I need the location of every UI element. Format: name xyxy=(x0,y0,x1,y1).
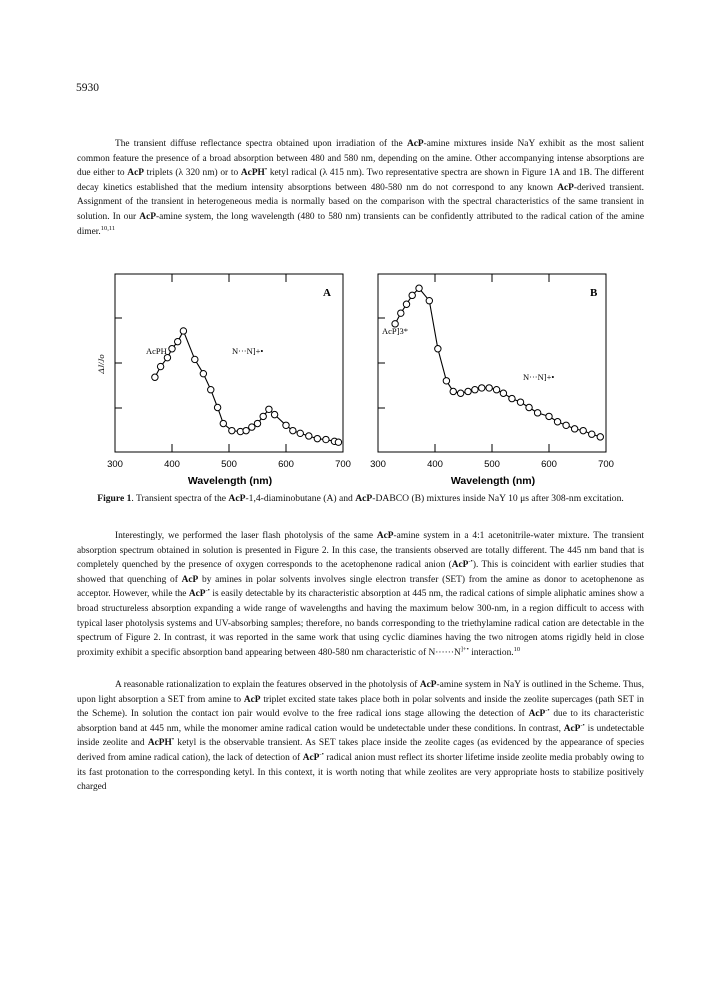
text-run: -1,4-diaminobutane (A) and xyxy=(245,493,356,504)
panel-b-data-point xyxy=(580,427,586,433)
panel-b-data-point xyxy=(403,301,409,307)
superscript: 10 xyxy=(513,645,521,653)
panel-a-data-point xyxy=(208,387,214,393)
panel-b-x-tick-label: 500 xyxy=(484,459,500,470)
panel-a-data-point xyxy=(175,338,181,344)
panel-a-data-point xyxy=(200,370,206,376)
bold-term: AcP xyxy=(302,752,320,763)
bold-term: AcP xyxy=(376,531,394,541)
panel-b-ticks xyxy=(378,274,606,452)
panel-b-x-axis-title: Wavelength (nm) xyxy=(450,475,536,487)
bold-term: Figure 1 xyxy=(97,493,132,504)
text-run: -DABCO (B) mixtures inside NaY 10 μs after 308-nm excitation. xyxy=(372,493,624,504)
panel-a-data-point xyxy=(157,363,163,369)
text-run: triplet excited state takes place both in polar solvents and inside the zeolite supercages (path SET in the Scheme). In solution the contact ion pair would evolve to the free radical ions stage allowing the detection of xyxy=(77,694,644,720)
figure-1-caption xyxy=(77,493,644,505)
panel-a-data-point xyxy=(243,427,249,433)
text-run: triplets (λ 320 nm) or to xyxy=(143,168,241,179)
text-run: radical anion must reflect its shorter lifetime inside zeolite media probably owing to its fast protonation to the corresponding ketyl. In this context, it is worth noting that while zeolites are very appropriate hosts to stabilize positively charged xyxy=(77,752,644,793)
panel-a-data-point xyxy=(254,420,260,426)
panel-b-x-tick-label: 400 xyxy=(427,459,443,470)
text-run: is undetectable inside zeolite and xyxy=(77,723,644,749)
panel-b-data-point xyxy=(554,419,560,425)
text-run: ketyl radical (λ 415 nm). Two representative spectra are shown in Figure 1A and 1B. The different decay kinetics established that the medium intensity absorptions between 480-580 nm do not correspond to any known xyxy=(77,168,644,193)
bold-term: AcP xyxy=(228,493,246,504)
text-run: A reasonable rationalization to explain the features observed in the photolysis of xyxy=(115,680,420,690)
panel-b-data-point xyxy=(457,390,463,396)
panel-b-data-point xyxy=(426,298,432,304)
panel-b-x-tick-label: 600 xyxy=(541,459,557,470)
text-run: is easily detectable by its characteristic absorption at 445 nm, the radical cations of simple aliphatic amines show a broad structureless absorption expanding a wide range of wavelengths and having the maximum below 300-nm, in a region difficult to access with typical laser photolysis systems and UV-absorbing samples; therefore, no bands corresponding to the triethylamine radical cation are detectable in the spectrum of Figure 2. In contrast, it was reported in the same work that using cyclic diamines having the two nitrogen atoms rigidly held in close proximity exhibit a specific absorption band appearing between 480-580 nm characteristic of N······N xyxy=(77,589,644,658)
panel-b-series-line xyxy=(395,288,600,437)
text-run: -amine system in a 4:1 acetonitrile-water mixture. The transient absorption spectrum obtained in solution is presented in Figure 2. In this case, the transients observed are totally different. The 445 nm band that is completely quenched by the presence of oxygen corresponds to the acetophenone radical anion ( xyxy=(77,531,644,571)
panel-a-data-point xyxy=(335,439,341,445)
panel-b-annotation-amine-dimer: N···N]+• xyxy=(523,372,555,382)
panel-b-data-point xyxy=(479,385,485,391)
bold-term: AcP xyxy=(181,574,199,585)
panel-a-y-axis-label: ΔJ/Jo xyxy=(96,354,106,374)
bold-term: AcP xyxy=(243,694,261,705)
superscript: -• xyxy=(319,750,324,758)
panel-a-data-point xyxy=(192,356,198,362)
panel-b-x-tick-label: 700 xyxy=(598,459,614,470)
superscript: 10,11 xyxy=(100,224,116,232)
panel-a-letter: A xyxy=(323,287,331,299)
text-run: The transient diffuse reflectance spectra obtained upon irradiation of the xyxy=(115,139,407,149)
panel-b-data-point xyxy=(416,285,422,291)
panel-b-data-point xyxy=(526,404,532,410)
panel-a-x-tick-label: 400 xyxy=(164,459,180,470)
bold-term: AcP xyxy=(188,589,206,600)
bold-term: AcP xyxy=(528,709,546,720)
paragraph-2 xyxy=(77,529,644,660)
panel-a-data-point xyxy=(152,374,158,380)
panel-b-data-point xyxy=(500,390,506,396)
text-run: interaction. xyxy=(468,647,514,658)
superscript: -• xyxy=(580,721,585,729)
panel-a-data-point xyxy=(260,413,266,419)
panel-b-data-point xyxy=(563,422,569,428)
panel-b-data-point xyxy=(465,388,471,394)
paragraph-1 xyxy=(77,137,644,239)
panel-a-data-point xyxy=(229,427,235,433)
text-run: -amine system, the long wavelength (480 to 580 nm) transients can be confidently attributed to the radical cation of the amine dimer. xyxy=(77,211,644,237)
bold-term: AcP xyxy=(451,560,469,571)
panel-a-data-point xyxy=(266,406,272,412)
text-run: due to its characteristic absorption band at 445 nm, while the monomer amine radical cation would be undetectable under these conditions. In contrast, xyxy=(77,709,644,734)
text-run: -derived transient. Assignment of the transient in heterogeneous media is normally based on the comparison with the spectral characteristics of the same transient in solution. In our xyxy=(77,182,644,222)
text-run: ketyl is the observable transient. As SET takes place inside the zeolite cages (as evidenced by the appearance of species derived from amine radical cation), the lack of detection of xyxy=(77,738,644,763)
panel-a-x-tick-label: 700 xyxy=(335,459,351,470)
page-number: 5930 xyxy=(76,82,99,94)
figure-1-chart xyxy=(80,268,640,496)
bold-term: AcPH xyxy=(240,168,265,179)
panel-a-x-axis-title: Wavelength (nm) xyxy=(187,475,273,487)
text-run: by amines in polar solvents involves single electron transfer (SET) from the amine as donor to acetophenone as acceptor. However, while the xyxy=(77,574,644,600)
superscript: -• xyxy=(205,587,210,595)
panel-a-data-point xyxy=(283,422,289,428)
panel-a-data-point xyxy=(314,435,320,441)
panel-b-data-point xyxy=(486,385,492,391)
panel-b-data-point xyxy=(472,387,478,393)
panel-a-x-tick-label: 500 xyxy=(221,459,237,470)
panel-b-x-tick-label: 300 xyxy=(370,459,386,470)
superscript: -• xyxy=(545,707,550,715)
bold-term: AcP xyxy=(139,211,156,222)
panel-a-data-point xyxy=(323,436,329,442)
panel-b-data-point xyxy=(597,434,603,440)
panel-b-plot xyxy=(392,285,604,440)
panel-b-data-point xyxy=(435,346,441,352)
panel-a-ticks xyxy=(115,274,343,452)
panel-b-data-point xyxy=(534,410,540,416)
panel-a-frame xyxy=(115,274,343,452)
text-run: ). This is coincident with earlier studies that showed that quenching of xyxy=(77,560,645,585)
panel-a-data-point xyxy=(220,420,226,426)
bold-term: AcP xyxy=(563,723,581,734)
panel-a-data-point xyxy=(249,424,255,430)
panel-b-data-point xyxy=(589,431,595,437)
text-run: -amine mixtures inside NaY exhibit as the most salient common feature the presence of a broad absorption between 480 and 580 nm, depending on the amine. Other accompanying intense absorptions are due either to xyxy=(77,139,644,179)
panel-b-letter: B xyxy=(590,287,598,299)
panel-b-data-point xyxy=(450,388,456,394)
bold-term: AcP xyxy=(557,182,574,193)
bold-term: AcP xyxy=(406,139,424,149)
superscript: ]+• xyxy=(460,645,469,653)
superscript: -• xyxy=(468,558,473,566)
text-run: Interestingly, we performed the laser flash photolysis of the same xyxy=(115,531,377,541)
panel-b-annotation-acp-triplet: AcP]3* xyxy=(382,326,408,336)
panel-b-tick-labels xyxy=(370,459,614,470)
panel-b-data-point xyxy=(509,395,515,401)
bold-term: AcP xyxy=(419,680,437,690)
text-run: . Transient spectra of the xyxy=(131,493,229,504)
panel-b-data-point xyxy=(571,426,577,432)
panel-b-data-point xyxy=(443,378,449,384)
bold-term: AcP xyxy=(127,168,144,179)
panel-a-x-tick-label: 300 xyxy=(107,459,123,470)
text-run: -amine system in NaY is outlined in the Scheme. Thus, upon light absorption a SET from amine to xyxy=(77,680,645,705)
panel-b-data-point xyxy=(398,310,404,316)
panel-a-annotation-acph: AcPH · xyxy=(146,346,172,356)
panel-a-data-point xyxy=(271,411,277,417)
superscript: • xyxy=(171,736,175,744)
panel-b-data-point xyxy=(517,399,523,405)
panel-b-data-point xyxy=(409,292,415,298)
panel-a-data-point xyxy=(180,328,186,334)
paragraph-3 xyxy=(77,678,644,795)
panel-a-data-point xyxy=(306,433,312,439)
panel-b-data-point xyxy=(546,413,552,419)
figure-1 xyxy=(80,268,640,520)
panel-b-frame xyxy=(378,274,606,452)
panel-a-data-point xyxy=(290,427,296,433)
panel-a-x-tick-label: 600 xyxy=(278,459,294,470)
bold-term: AcPH xyxy=(147,738,172,749)
panel-a-annotation-amine-dimer: N···N]+• xyxy=(232,346,264,356)
panel-a-tick-labels xyxy=(107,459,351,470)
superscript: • xyxy=(264,166,268,174)
bold-term: AcP xyxy=(355,493,373,504)
panel-a-data-point xyxy=(297,430,303,436)
panel-b-data-point xyxy=(493,387,499,393)
panel-a-data-point xyxy=(214,404,220,410)
